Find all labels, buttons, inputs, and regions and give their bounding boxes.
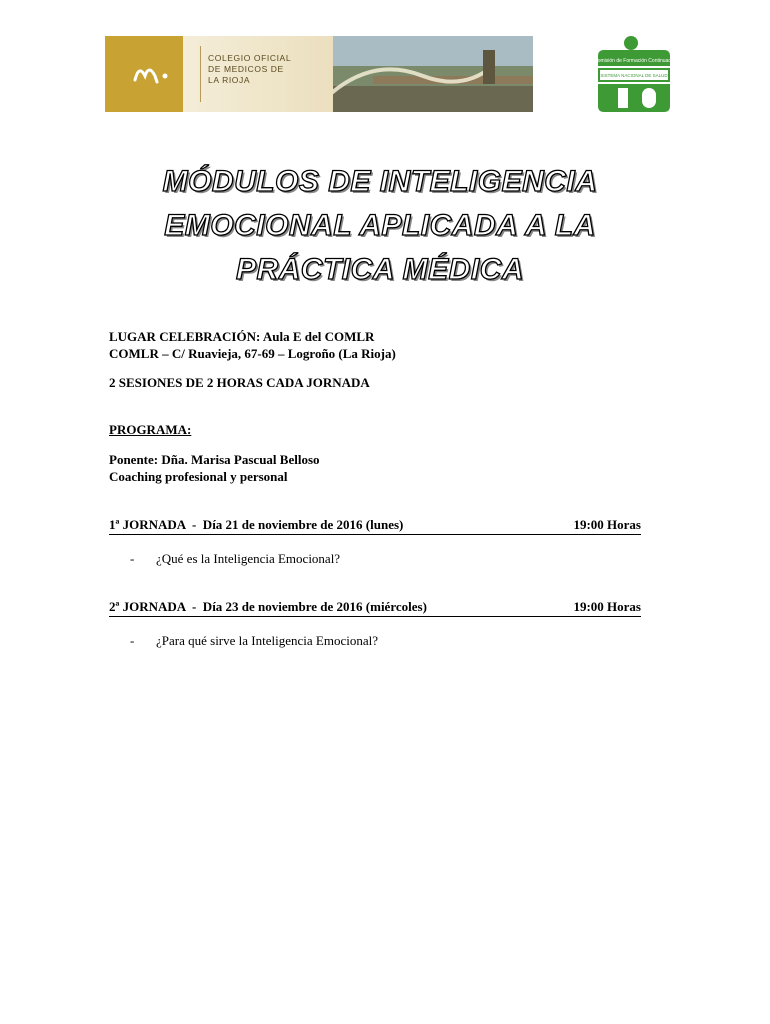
location-block — [109, 328, 396, 362]
session-1-topic-text: ¿Qué es la Inteligencia Emocional? — [156, 551, 341, 566]
session-row-2 — [109, 599, 641, 617]
college-logo-banner — [105, 36, 533, 112]
sessions-line: 2 SESIONES DE 2 HORAS CADA JORNADA — [109, 375, 370, 390]
program-heading — [109, 421, 191, 438]
org-line1: COLEGIO OFICIAL — [208, 53, 292, 63]
title-line-2: EMOCIONAL APLICADA A LA — [164, 209, 596, 242]
session-1-time: 19:00 Horas — [573, 517, 641, 532]
cfc-top-text: Comisión de Formación Continuada — [594, 58, 674, 64]
bridge-photo — [333, 36, 533, 112]
address-line: COMLR – C/ Ruavieja, 67-69 – Logroño (La Rioja) — [109, 346, 396, 361]
cfc-bottom-text: SISTEMA NACIONAL DE SALUD — [600, 73, 668, 78]
session-row-1 — [109, 517, 641, 535]
bullet-dash: - — [130, 551, 135, 566]
cfc-logo — [594, 34, 674, 114]
speaker-block — [109, 451, 320, 485]
session-1-label: 1ª JORNADA - Día 21 de noviembre de 2016 (lunes) — [109, 517, 404, 532]
session-2-label: 2ª JORNADA - Día 23 de noviembre de 2016 (miércoles) — [109, 599, 427, 614]
org-line3: LA RIOJA — [208, 75, 251, 85]
title-line-3: PRÁCTICA MÉDICA — [235, 253, 525, 286]
page-title — [120, 160, 640, 292]
college-name — [208, 53, 291, 86]
org-line2: DE MEDICOS DE — [208, 64, 284, 74]
program-heading-text: PROGRAMA: — [109, 422, 192, 437]
speaker-role: Coaching profesional y personal — [109, 469, 288, 484]
session-1-topic — [130, 551, 341, 567]
session-2-topic-text: ¿Para qué sirve la Inteligencia Emocional? — [156, 633, 378, 648]
session-2-time: 19:00 Horas — [573, 599, 641, 614]
college-logo-mark — [105, 36, 183, 112]
speaker-line: Ponente: Dña. Marisa Pascual Belloso — [109, 452, 320, 467]
bullet-dash: - — [130, 633, 135, 648]
title-line-1: MÓDULOS DE INTELIGENCIA — [162, 165, 598, 198]
location-line: LUGAR CELEBRACIÓN: Aula E del COMLR — [109, 329, 375, 344]
session-2-topic — [130, 633, 378, 649]
